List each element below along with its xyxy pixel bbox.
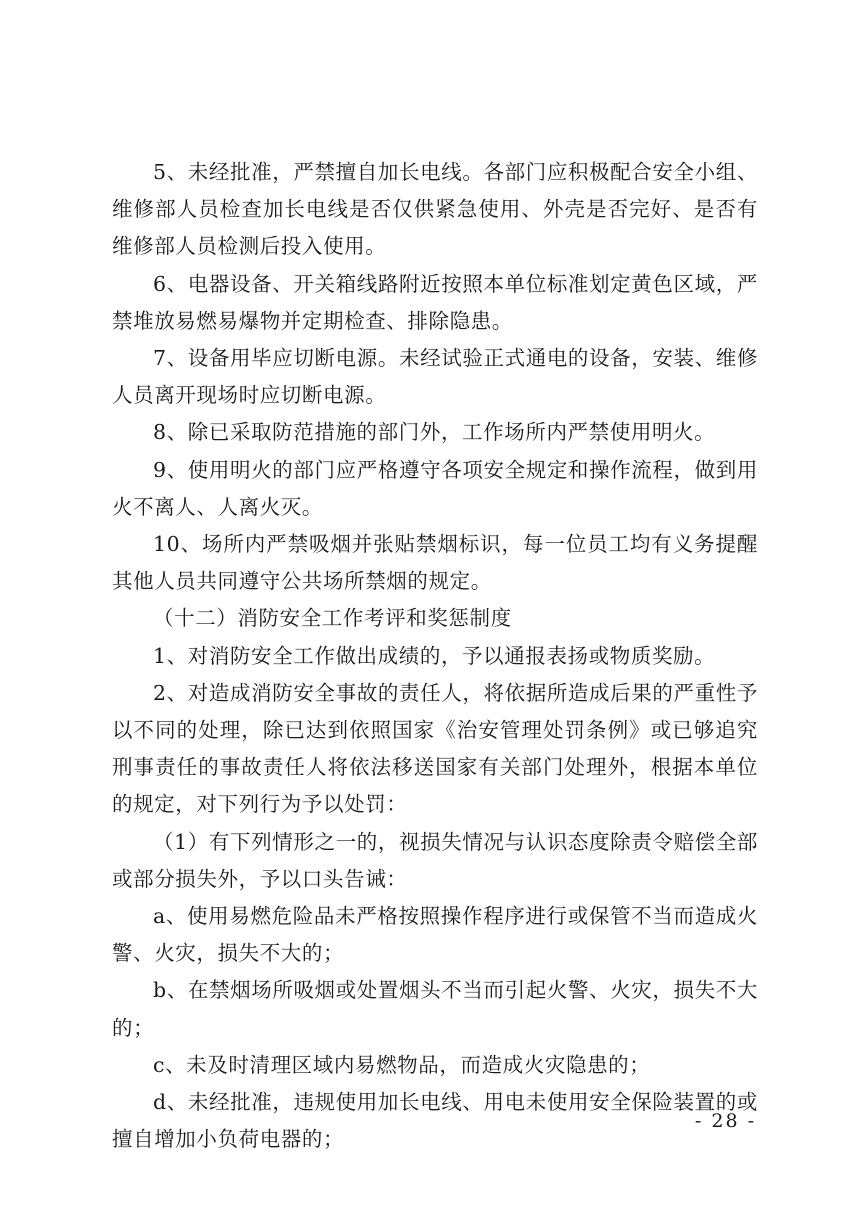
list-item-d: d、未经批准，违规使用加长电线、用电未使用安全保险装置的或擅自增加小负荷电器的；	[112, 1090, 758, 1152]
paragraph-penalty-2: 2、对造成消防安全事故的责任人，将依据所造成后果的严重性予以不同的处理，除已达到依照国家《治安管理处罚条例》或已够追究刑事责任的事故责任人将依法移送国家有关部门处理外，根据本单位的规定，对下列行为予以处罚：	[112, 680, 758, 817]
paragraph-subclause-1: （1）有下列情形之一的，视损失情况与认识态度除责令赔偿全部或部分损失外，予以口头告诫：	[112, 829, 758, 891]
paragraph-rule-10: 10、场所内严禁吸烟并张贴禁烟标识，每一位员工均有义务提醒其他人员共同遵守公共场所禁烟的规定。	[112, 532, 758, 594]
page-number: - 28 -	[694, 1110, 756, 1132]
paragraph-rule-8: 8、除已采取防范措施的部门外，工作场所内严禁使用明火。	[153, 420, 716, 445]
document-body	[112, 154, 758, 1158]
paragraph-rule-5: 5、未经批准，严禁擅自加长电线。各部门应积极配合安全小组、维修部人员检查加长电线是否仅供紧急使用、外壳是否完好、是否有维修部人员检测后投入使用。	[112, 160, 758, 259]
paragraph-reward-1: 1、对消防安全工作做出成绩的，予以通报表扬或物质奖励。	[153, 643, 716, 668]
section-heading: （十二）消防安全工作考评和奖惩制度	[153, 606, 512, 631]
paragraph-rule-7: 7、设备用毕应切断电源。未经试验正式通电的设备，安装、维修人员离开现场时应切断电源。	[112, 346, 758, 408]
paragraph-rule-6: 6、电器设备、开关箱线路附近按照本单位标准划定黄色区域，严禁堆放易燃易爆物并定期检查、排除隐患。	[112, 271, 758, 333]
list-item-b: b、在禁烟场所吸烟或处置烟头不当而引起火警、火灾，损失不大的；	[112, 978, 758, 1040]
list-item-a: a、使用易燃危险品未严格按照操作程序进行或保管不当而造成火警、火灾，损失不大的；	[112, 904, 758, 966]
list-item-c: c、未及时清理区域内易燃物品，而造成火灾隐患的；	[153, 1052, 651, 1077]
paragraph-rule-9: 9、使用明火的部门应严格遵守各项安全规定和操作流程，做到用火不离人、人离火灭。	[112, 457, 758, 519]
